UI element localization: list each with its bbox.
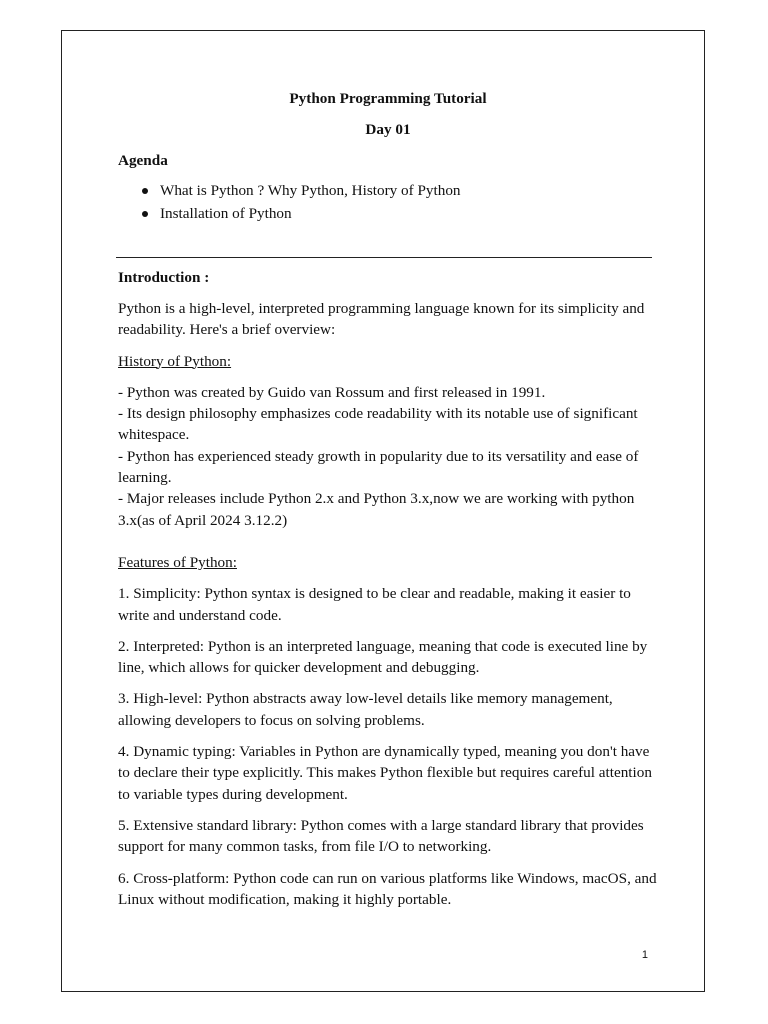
history-line: - Major releases include Python 2.x and Python 3.x,now we are working with python 3.x(as of April 2024 3.12.2) <box>118 490 635 529</box>
agenda-item: What is Python ? Why Python, History of Python <box>160 179 658 202</box>
document-title: Python Programming Tutorial <box>289 90 487 107</box>
feature-item: 2. Interpreted: Python is an interpreted language, meaning that code is executed line by line, which allows for quicker development and debugging. <box>118 637 648 677</box>
body-section <box>118 268 658 920</box>
header-section <box>118 87 658 225</box>
history-line: - Python was created by Guido van Rossum and first released in 1991. <box>118 383 546 401</box>
day-label: Day 01 <box>365 121 411 138</box>
feature-item: 5. Extensive standard library: Python comes with a large standard library that provides support for many common tasks, from file I/O to networking. <box>118 816 644 856</box>
feature-item: 3. High-level: Python abstracts away low-level details like memory management, allowing developers to focus on solving problems. <box>118 690 613 729</box>
features-heading: Features of Python: <box>118 553 237 571</box>
document-page <box>61 30 705 992</box>
introduction-heading: Introduction : <box>118 269 210 286</box>
history-line: - Its design philosophy emphasizes code readability with its notable use of significant whitespace. <box>118 405 638 444</box>
feature-item: 4. Dynamic typing: Variables in Python are dynamically typed, meaning you don't have to declare their type explicitly. This makes Python flexible but requires careful attention to variable types during development. <box>118 743 652 803</box>
introduction-paragraph: Python is a high-level, interpreted programming language known for its simplicity and readability. Here's a brief overview: <box>118 300 645 339</box>
agenda-item: Installation of Python <box>160 202 658 225</box>
history-line: - Python has experienced steady growth in popularity due to its versatility and ease of learning. <box>118 447 639 487</box>
agenda-list <box>118 179 658 225</box>
feature-item: 6. Cross-platform: Python code can run on various platforms like Windows, macOS, and Linux without modification, making it highly portable. <box>118 869 657 908</box>
agenda-heading: Agenda <box>118 152 168 169</box>
horizontal-divider <box>116 257 652 258</box>
page-number: 1 <box>641 949 648 961</box>
spacer <box>118 531 658 552</box>
history-heading: History of Python: <box>118 352 232 370</box>
feature-item: 1. Simplicity: Python syntax is designed to be clear and readable, making it easier to write and understand code. <box>118 585 631 624</box>
